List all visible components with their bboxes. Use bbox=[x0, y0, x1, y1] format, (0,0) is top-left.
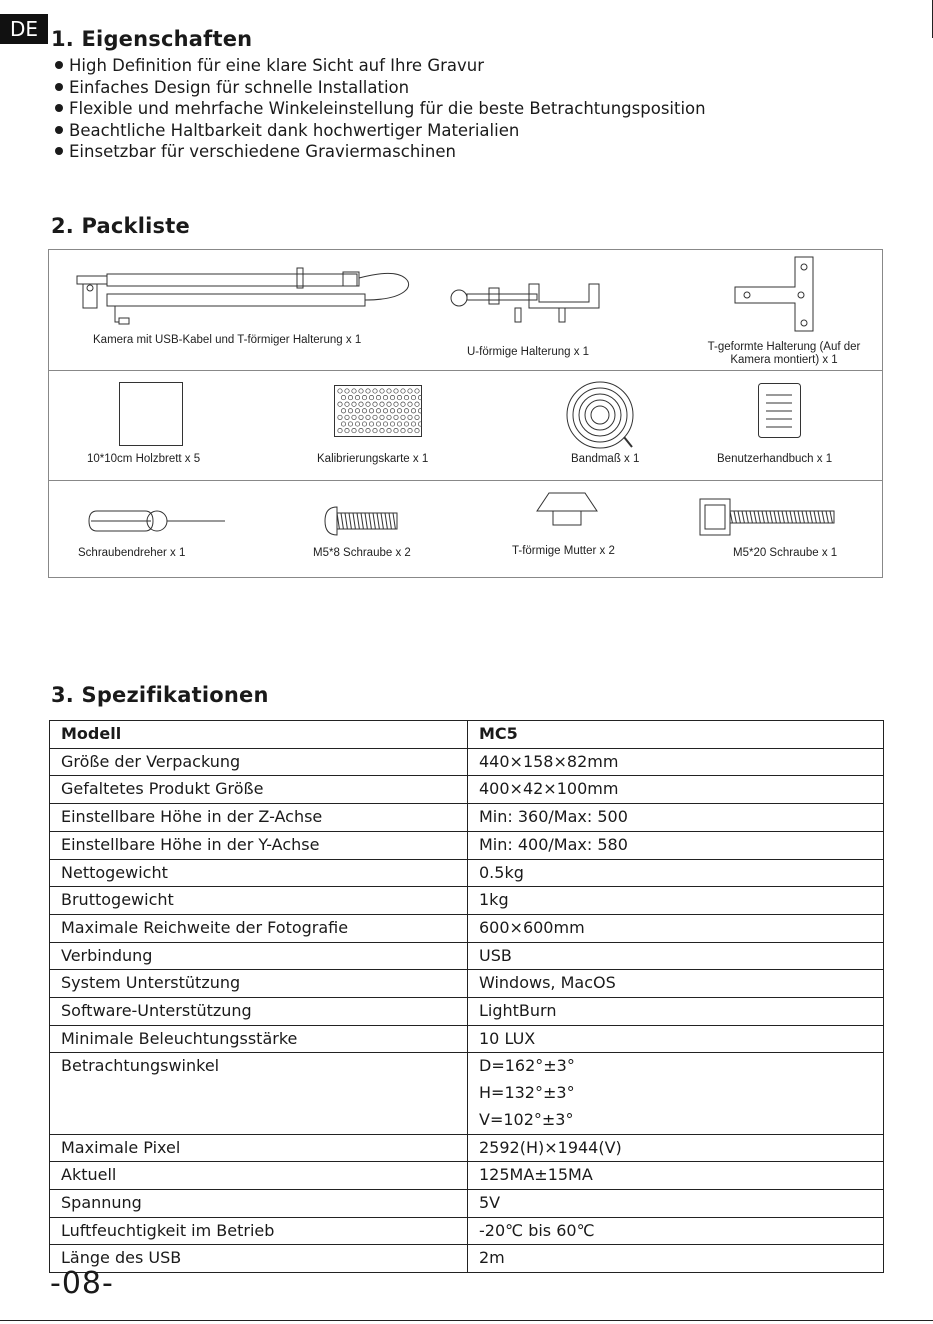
angle-line: D=162°±3° bbox=[479, 1056, 575, 1076]
caption-screw-m5-8: M5*8 Schraube x 2 bbox=[313, 547, 411, 559]
table-row bbox=[50, 748, 884, 776]
table-row bbox=[50, 887, 884, 915]
spec-key: Verbindung bbox=[50, 942, 468, 970]
caption-camera: Kamera mit USB-Kabel und T-förmiger Halterung x 1 bbox=[93, 334, 362, 346]
table-header-row bbox=[50, 721, 884, 749]
spec-key: System Unterstützung bbox=[50, 970, 468, 998]
table-header-key: Modell bbox=[50, 721, 468, 749]
list-item: Flexible und mehrfache Winkeleinstellung für die beste Betrachtungsposition bbox=[55, 98, 706, 120]
spec-value: Min: 400/Max: 580 bbox=[468, 831, 884, 859]
packlist-row bbox=[49, 481, 882, 579]
packlist-heading: 2. Packliste bbox=[51, 214, 190, 238]
screw-m5-8-illustration bbox=[323, 505, 399, 537]
table-row bbox=[50, 831, 884, 859]
spec-key: Bruttogewicht bbox=[50, 887, 468, 915]
table-row bbox=[50, 1134, 884, 1162]
angle-line: V=102°±3° bbox=[479, 1109, 574, 1129]
table-row bbox=[50, 1162, 884, 1190]
table-row bbox=[50, 998, 884, 1026]
spec-key: Minimale Beleuchtungsstärke bbox=[50, 1025, 468, 1053]
wood-board-illustration bbox=[119, 382, 183, 446]
packlist-box bbox=[48, 249, 883, 578]
calibration-card-illustration bbox=[334, 385, 422, 437]
spec-key: Software-Unterstützung bbox=[50, 998, 468, 1026]
bullet-icon bbox=[55, 83, 63, 91]
spec-value: 2m bbox=[468, 1245, 884, 1273]
table-row bbox=[50, 1025, 884, 1053]
spec-value: -20℃ bis 60℃ bbox=[468, 1217, 884, 1245]
table-row bbox=[50, 942, 884, 970]
manual-illustration bbox=[758, 383, 802, 439]
table-row bbox=[50, 914, 884, 942]
caption-t-bracket: T-geformte Halterung (Auf der Kamera montiert) x 1 bbox=[707, 341, 861, 366]
spec-value: 0.5kg bbox=[468, 859, 884, 887]
list-item: High Definition für eine klare Sicht auf Ihre Gravur bbox=[55, 55, 706, 77]
spec-value: 1kg bbox=[468, 887, 884, 915]
caption-tape: Bandmaß x 1 bbox=[571, 453, 640, 465]
spec-value: Min: 360/Max: 500 bbox=[468, 804, 884, 832]
caption-screwdriver: Schraubendreher x 1 bbox=[78, 547, 186, 559]
spec-key: Gefaltetes Produkt Größe bbox=[50, 776, 468, 804]
spec-key: Betrachtungswinkel bbox=[50, 1053, 468, 1134]
spec-key: Größe der Verpackung bbox=[50, 748, 468, 776]
features-heading: 1. Eigenschaften bbox=[51, 27, 253, 51]
spec-value: 600×600mm bbox=[468, 914, 884, 942]
packlist-row bbox=[49, 371, 882, 481]
spec-value: LightBurn bbox=[468, 998, 884, 1026]
t-nut-illustration bbox=[535, 491, 599, 527]
bullet-icon bbox=[55, 126, 63, 134]
u-bracket-illustration bbox=[449, 280, 609, 330]
caption-screw-m5-20: M5*20 Schraube x 1 bbox=[733, 547, 838, 559]
screw-m5-20-illustration bbox=[699, 497, 839, 537]
spec-value: 5V bbox=[468, 1189, 884, 1217]
spec-key: Einstellbare Höhe in der Y-Achse bbox=[50, 831, 468, 859]
spec-key: Luftfeuchtigkeit im Betrieb bbox=[50, 1217, 468, 1245]
bottom-rule bbox=[0, 1320, 933, 1321]
screwdriver-illustration bbox=[87, 509, 227, 535]
bullet-icon bbox=[55, 61, 63, 69]
list-item: Einfaches Design für schnelle Installation bbox=[55, 77, 706, 99]
tape-measure-illustration bbox=[564, 379, 638, 451]
spec-value: Windows, MacOS bbox=[468, 970, 884, 998]
caption-t-nut: T-förmige Mutter x 2 bbox=[512, 545, 615, 557]
caption-u-bracket: U-förmige Halterung x 1 bbox=[467, 346, 590, 358]
spec-value: 400×42×100mm bbox=[468, 776, 884, 804]
spec-value: 440×158×82mm bbox=[468, 748, 884, 776]
table-row bbox=[50, 1217, 884, 1245]
spec-key: Maximale Pixel bbox=[50, 1134, 468, 1162]
table-row bbox=[50, 1053, 884, 1134]
list-item: Einsetzbar für verschiedene Graviermaschinen bbox=[55, 141, 706, 163]
list-item: Beachtliche Haltbarkeit dank hochwertiger Materialien bbox=[55, 120, 706, 142]
spec-key: Länge des USB bbox=[50, 1245, 468, 1273]
table-row bbox=[50, 1189, 884, 1217]
language-tab: DE bbox=[0, 14, 48, 44]
spec-key: Einstellbare Höhe in der Z-Achse bbox=[50, 804, 468, 832]
caption-board: 10*10cm Holzbrett x 5 bbox=[87, 453, 201, 465]
page-number: -08- bbox=[50, 1266, 114, 1301]
table-row bbox=[50, 859, 884, 887]
camera-illustration bbox=[75, 266, 445, 326]
spec-value bbox=[468, 1053, 884, 1134]
table-header-value: MC5 bbox=[468, 721, 884, 749]
table-row bbox=[50, 1245, 884, 1273]
bullet-icon bbox=[55, 147, 63, 155]
spec-key: Aktuell bbox=[50, 1162, 468, 1190]
spec-table bbox=[49, 720, 884, 1273]
spec-key: Nettogewicht bbox=[50, 859, 468, 887]
spec-value: USB bbox=[468, 942, 884, 970]
spec-key: Spannung bbox=[50, 1189, 468, 1217]
spec-value: 10 LUX bbox=[468, 1025, 884, 1053]
features-list bbox=[55, 55, 706, 163]
t-bracket-illustration bbox=[733, 255, 819, 333]
spec-value: 125MA±15MA bbox=[468, 1162, 884, 1190]
caption-manual: Benutzerhandbuch x 1 bbox=[717, 453, 833, 465]
table-row bbox=[50, 804, 884, 832]
table-row bbox=[50, 970, 884, 998]
spec-key: Maximale Reichweite der Fotografie bbox=[50, 914, 468, 942]
bullet-icon bbox=[55, 104, 63, 112]
spec-value: 2592(H)×1944(V) bbox=[468, 1134, 884, 1162]
packlist-row bbox=[49, 250, 882, 371]
table-row bbox=[50, 776, 884, 804]
caption-calib-card: Kalibrierungskarte x 1 bbox=[317, 453, 429, 465]
angle-line: H=132°±3° bbox=[479, 1083, 575, 1103]
specs-heading: 3. Spezifikationen bbox=[51, 683, 269, 707]
